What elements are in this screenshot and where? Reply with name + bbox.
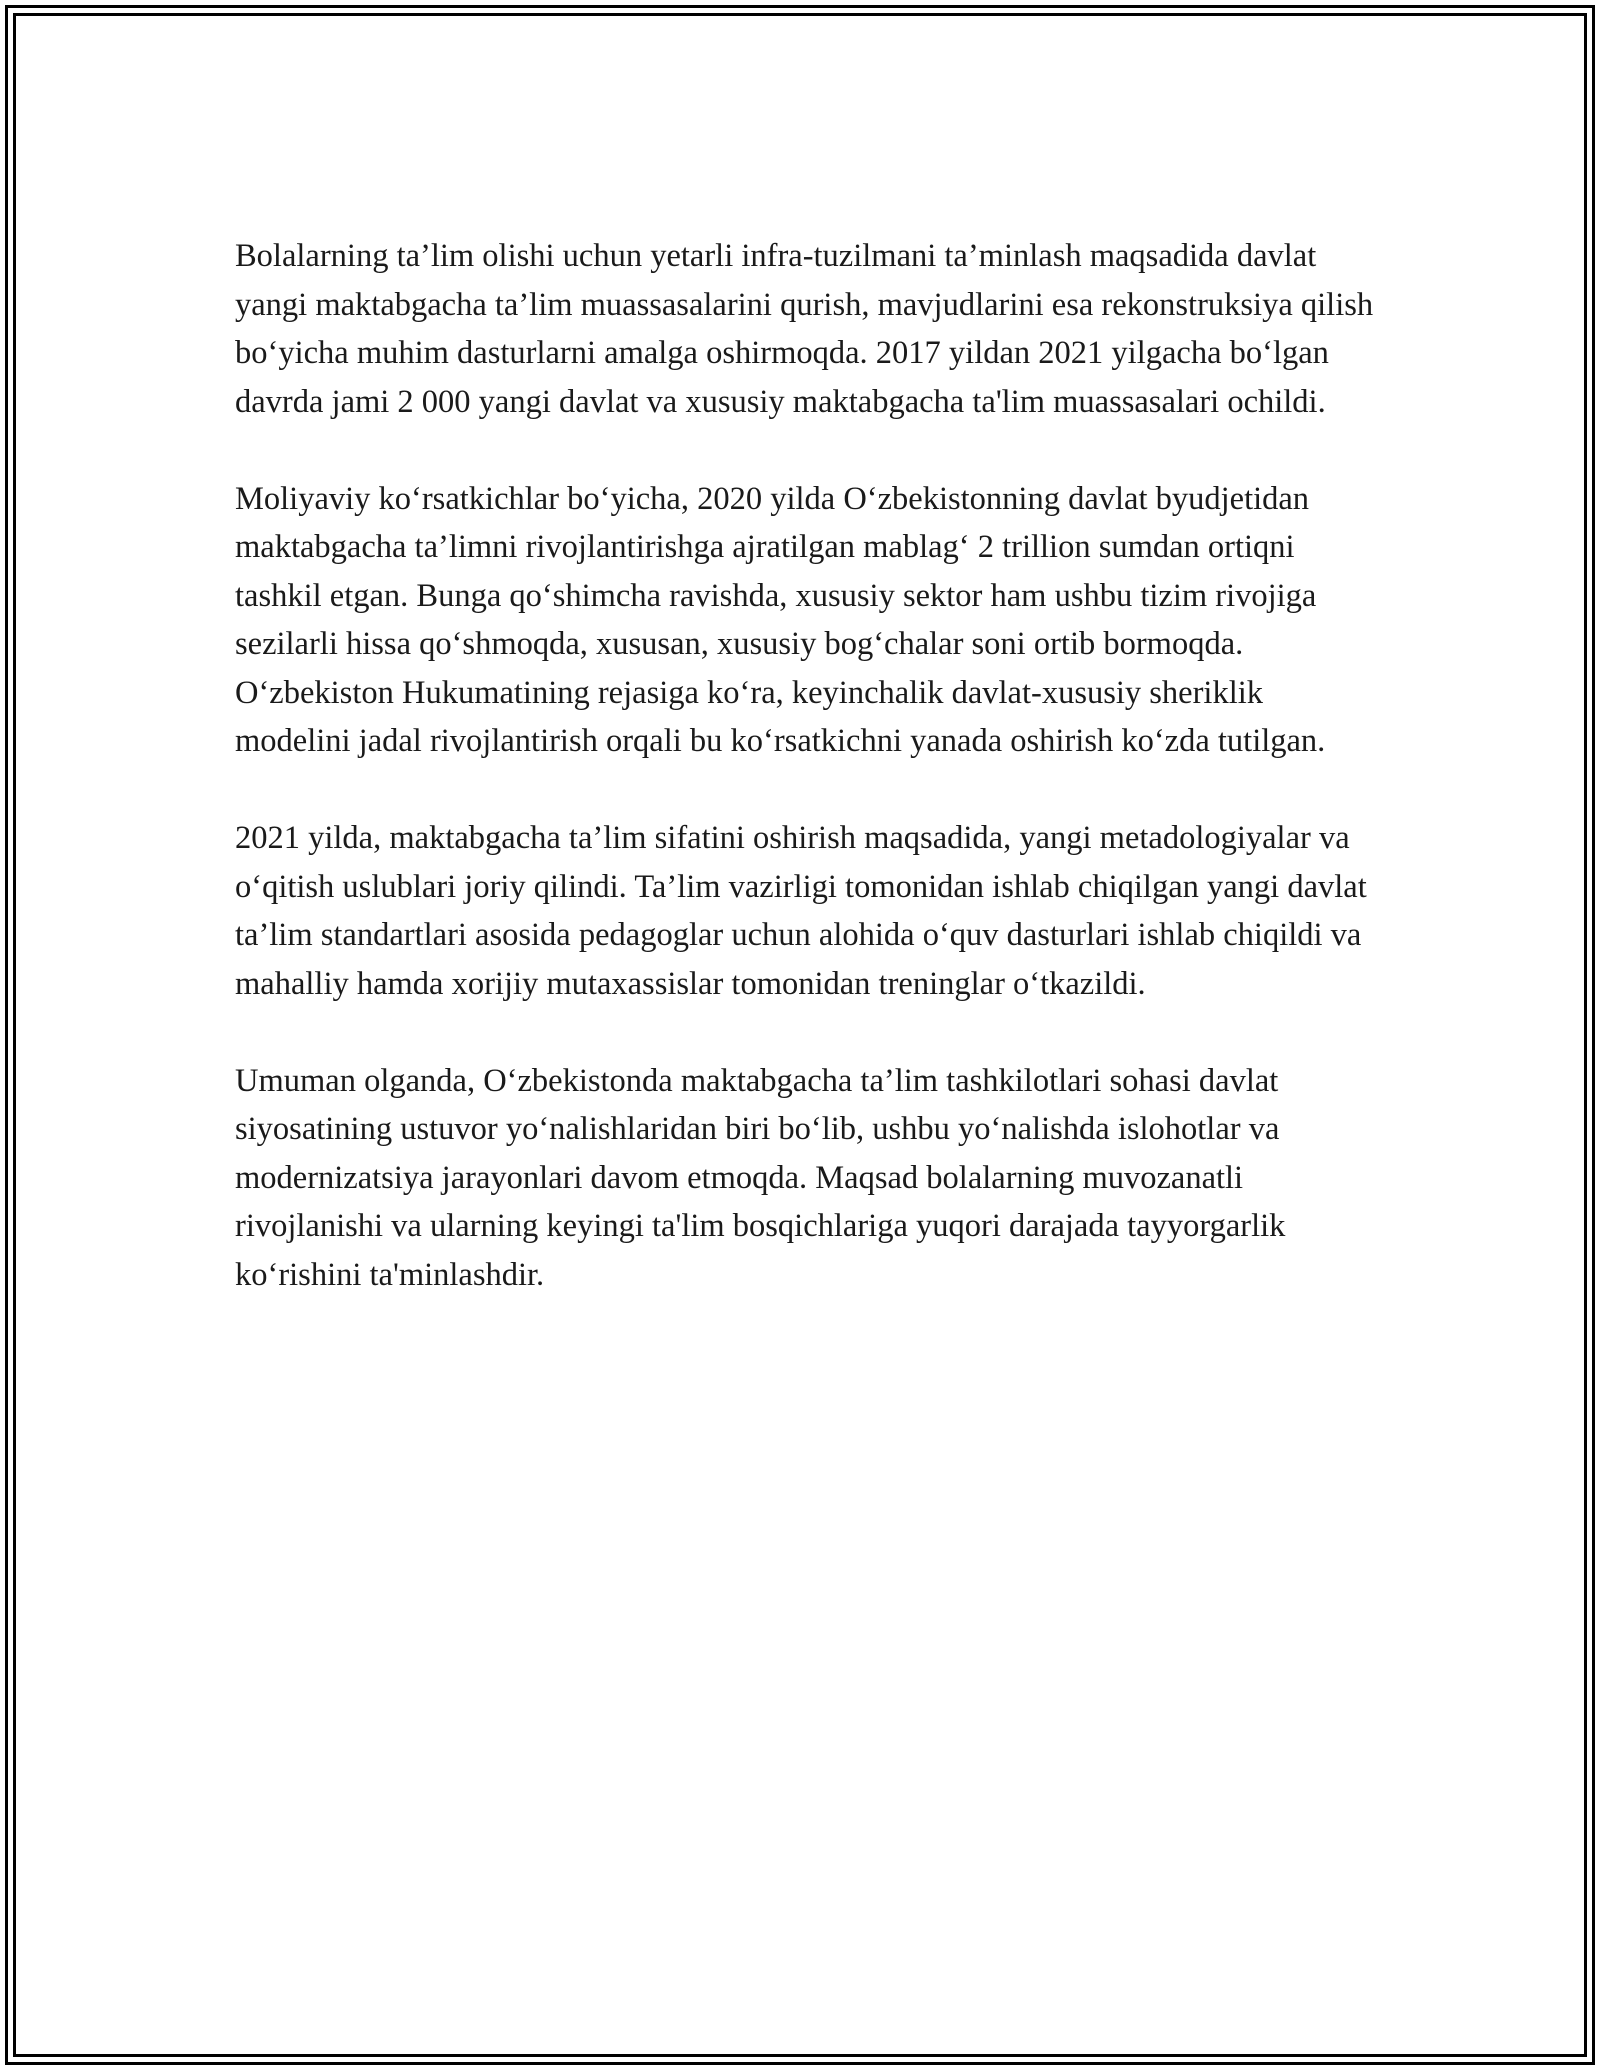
paragraph-quality: 2021 yilda, maktabgacha ta’lim sifatini oshirish maqsadida, yangi metadologiyalar va o‘qitish uslublari joriy qilindi. Ta’lim vazirligi tomonidan ishlab chiqilgan yangi davlat ta’lim standartlari asosida pedagoglar uchun alohida o‘quv dasturlari ishlab chiqildi va mahalliy hamda xorijiy mutaxassislar tomonidan treninglar o‘tkazildi. [235,820,1367,1002]
document-body [235,232,1375,1299]
paragraph-finance: Moliyaviy ko‘rsatkichlar bo‘yicha, 2020 yilda O‘zbekistonning davlat byudjetidan maktabgacha ta’limni rivojlantirishga ajratilgan mablag‘ 2 trillion sumdan ortiqni tashkil etgan. Bunga qo‘shimcha ravishda, xususiy sektor ham ushbu tizim rivojiga sezilarli hissa qo‘shmoqda, xususan, xususiy bog‘chalar soni ortib bormoqda. O‘zbekiston Hukumatining rejasiga ko‘ra, keyinchalik davlat-xususiy sheriklik modelini jadal rivojlantirish orqali bu ko‘rsatkichni yanada oshirish ko‘zda tutilgan. [235,480,1326,759]
paragraph-summary: Umuman olganda, O‘zbekistonda maktabgacha ta’lim tashkilotlari sohasi davlat siyosatining ustuvor yo‘nalishlaridan biri bo‘lib, ushbu yo‘nalishda islohotlar va modernizatsiya jarayonlari davom etmoqda. Maqsad bolalarning muvozanatli rivojlanishi va ularning keyingi ta'lim bosqichlariga yuqori darajada tayyorgarlik ko‘rishini ta'minlashdir. [235,1062,1286,1293]
paragraph-infrastructure: Bolalarning ta’lim olishi uchun yetarli infra-tuzilmani ta’minlash maqsadida davlat yangi maktabgacha ta’lim muassasalarini qurish, mavjudlarini esa rekonstruksiya qilish bo‘yicha muhim dasturlarni amalga oshirmoqda. 2017 yildan 2021 yilgacha bo‘lgan davrda jami 2 000 yangi davlat va xususiy maktabgacha ta'lim muassasalari ochildi. [235,238,1374,420]
